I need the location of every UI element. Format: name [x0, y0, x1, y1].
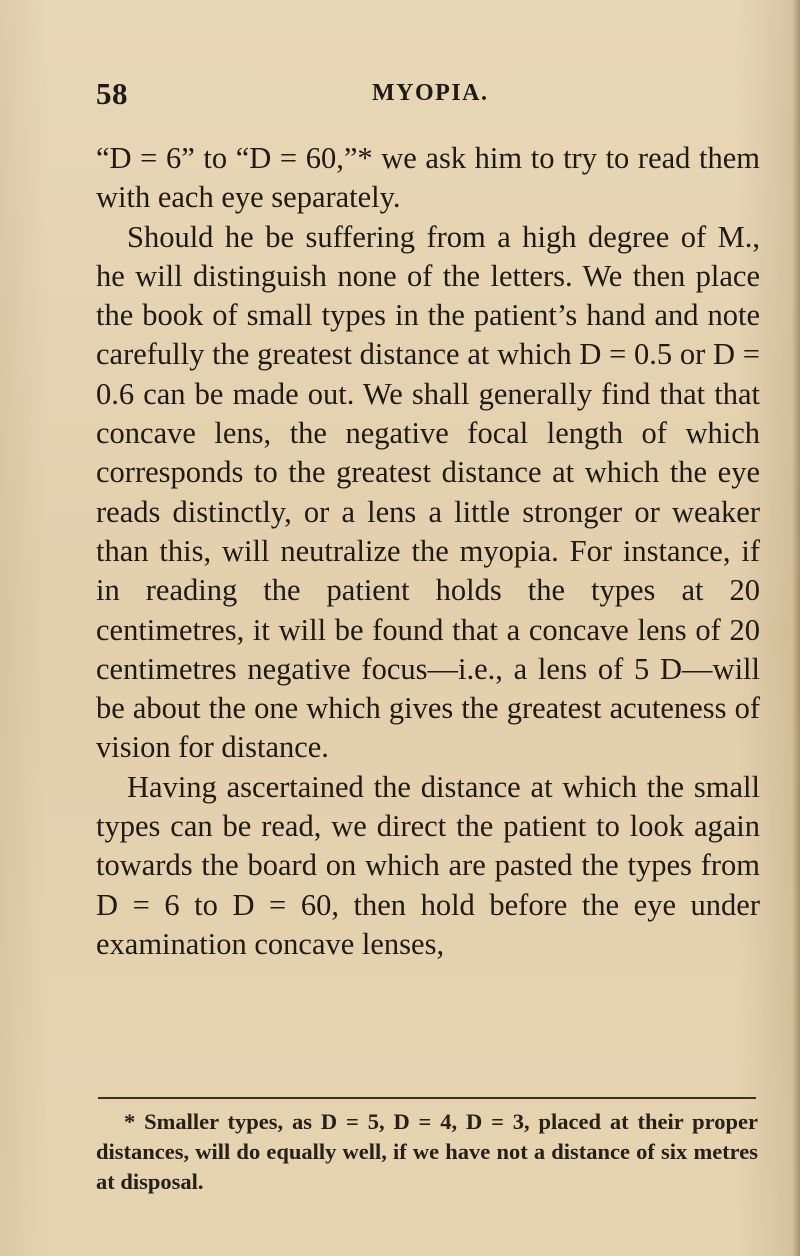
paragraph: Should he be suffering from a high degree of M., he will distinguish none of the letters. We then place the book of small types in the patient’s hand and note carefully the greatest distance at which D = 0.5 or D = 0.6 can be made out. We shall generally find that that concave lens, the negative focal length of which corresponds to the greatest distance at which the eye reads distinctly, or a lens a little stronger or weaker than this, will neutralize the myopia. For instance, if in reading the patient holds the types at 20 centimetres, it will be found that a concave lens of 20 centimetres negative focus—i.e., a lens of 5 D—will be about the one which gives the greatest acuteness of vision for distance.	[96, 219, 760, 765]
running-title: MYOPIA.	[372, 80, 489, 106]
page-edge-shadow	[792, 0, 800, 1256]
page-header	[96, 76, 728, 110]
footnote-rule	[98, 1097, 756, 1099]
body-text	[96, 139, 760, 964]
footnote: * Smaller types, as D = 5, D = 4, D = 3, placed at their proper distances, will do equally well, if we have not a distance of six metres at disposal.	[96, 1109, 758, 1194]
paragraph-continuation: “D = 6” to “D = 60,”* we ask him to try to read them with each eye separately.	[96, 141, 760, 215]
paragraph: Having ascertained the distance at which the small types can be read, we direct the patient to look again towards the board on which are pasted the types from D = 6 to D = 60, then hold before the eye under examination concave lenses,	[96, 769, 760, 961]
page-number: 58	[96, 76, 128, 111]
